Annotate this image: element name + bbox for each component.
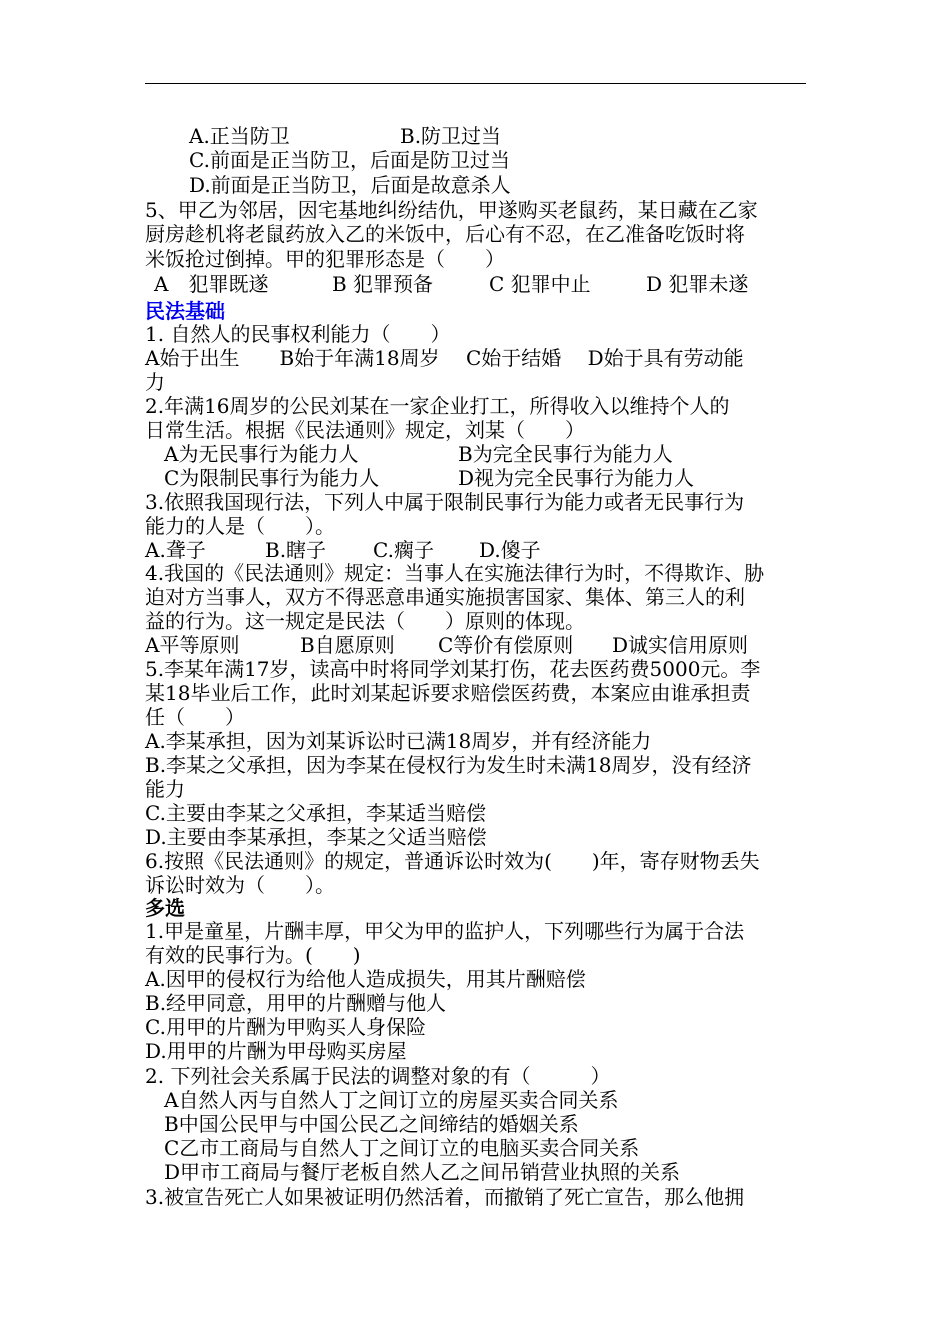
option-a: A.正当防卫 — [189, 124, 290, 148]
option-d: D甲市工商局与餐厅老板自然人乙之间吊销营业执照的关系 — [164, 1160, 681, 1184]
question-text: 5.李某年满17岁，读高中时将同学刘某打伤，花去医药费5000元。李 — [145, 657, 761, 681]
option-a: A为无民事行为能力人 — [164, 442, 359, 466]
question-text: 厨房趁机将老鼠药放入乙的米饭中，后心有不忍，在乙准备吃饭时将 — [145, 222, 745, 246]
option-c: C为限制民事行为能力人 — [164, 466, 380, 490]
option-d: D 犯罪未遂 — [646, 272, 749, 296]
option-d: D.前面是正当防卫，后面是故意杀人 — [189, 173, 511, 197]
question-text: 有效的民事行为。( ) — [145, 943, 361, 967]
option-d: D.用甲的片酬为甲母购买房屋 — [145, 1039, 407, 1063]
question-text: 益的行为。这一规定是民法（ ）原则的体现。 — [145, 609, 585, 633]
question-options: 力 — [145, 370, 165, 394]
option-a: A.因甲的侵权行为给他人造成损失，用其片酬赔偿 — [145, 967, 586, 991]
section-heading: 多选 — [145, 896, 185, 920]
option-b: 能力 — [145, 777, 185, 801]
question-text: 1.甲是童星，片酬丰厚，甲父为甲的监护人，下列哪些行为属于合法 — [145, 919, 745, 943]
option-c: C乙市工商局与自然人丁之间订立的电脑买卖合同关系 — [164, 1136, 640, 1160]
option-b: B.经甲同意，用甲的片酬赠与他人 — [145, 991, 447, 1015]
option-a: A平等原则 — [145, 633, 240, 657]
option-a: A.聋子 — [145, 538, 206, 562]
option-b: B.瞎子 — [265, 538, 327, 562]
option-c: C等价有偿原则 — [438, 633, 574, 657]
option-b: B.防卫过当 — [400, 124, 502, 148]
question-stem: 1. 自然人的民事权利能力（ ） — [145, 322, 451, 346]
option-b: B为完全民事行为能力人 — [458, 442, 673, 466]
question-text: 2.年满16周岁的公民刘某在一家企业打工，所得收入以维持个人的 — [145, 394, 730, 418]
option-a: A自然人丙与自然人丁之间订立的房屋买卖合同关系 — [164, 1088, 619, 1112]
option-b: B.李某之父承担，因为李某在侵权行为发生时未满18周岁，没有经济 — [145, 753, 752, 777]
option-a: A 犯罪既遂 — [154, 272, 269, 296]
question-text: 3.被宣告死亡人如果被证明仍然活着，而撤销了死亡宣告，那么他拥 — [145, 1185, 745, 1209]
option-d: D视为完全民事行为能力人 — [458, 466, 695, 490]
question-text: 4.我国的《民法通则》规定：当事人在实施法律行为时，不得欺诈、胁 — [145, 561, 765, 585]
question-options: A始于出生 B始于年满18周岁 C始于结婚 D始于具有劳动能 — [145, 346, 744, 370]
question-text: 迫对方当事人，双方不得恶意串通实施损害国家、集体、第三人的利 — [145, 585, 745, 609]
question-text: 3.依照我国现行法，下列人中属于限制民事行为能力或者无民事行为 — [145, 490, 745, 514]
option-c: C.主要由李某之父承担，李某适当赔偿 — [145, 801, 486, 825]
option-d: D.主要由李某承担，李某之父适当赔偿 — [145, 825, 487, 849]
question-text: 6.按照《民法通则》的规定，普通诉讼时效为( )年，寄存财物丢失 — [145, 849, 760, 873]
option-d: D诚实信用原则 — [612, 633, 749, 657]
option-d: D.傻子 — [479, 538, 541, 562]
option-b: B中国公民甲与中国公民乙之间缔结的婚姻关系 — [164, 1112, 579, 1136]
option-c: C.前面是正当防卫，后面是防卫过当 — [189, 148, 510, 172]
option-a: A.李某承担，因为刘某诉讼时已满18周岁，并有经济能力 — [145, 729, 652, 753]
section-heading: 民法基础 — [145, 299, 225, 323]
question-text: 某18毕业后工作，此时刘某起诉要求赔偿医药费，本案应由谁承担责 — [145, 681, 751, 705]
option-c: C 犯罪中止 — [489, 272, 591, 296]
question-stem: 2. 下列社会关系属于民法的调整对象的有（ ） — [145, 1064, 611, 1088]
question-text: 能力的人是（ ）。 — [145, 514, 335, 538]
question-text: 米饭抢过倒掉。甲的犯罪形态是（ ） — [145, 247, 505, 271]
question-text: 诉讼时效为（ ）。 — [145, 873, 335, 897]
question-text: 日常生活。根据《民法通则》规定，刘某（ ） — [145, 418, 585, 442]
question-text: 5、甲乙为邻居，因宅基地纠纷结仇，甲遂购买老鼠药，某日藏在乙家 — [145, 198, 758, 222]
option-c: C.用甲的片酬为甲购买人身保险 — [145, 1015, 426, 1039]
question-text: 任（ ） — [145, 705, 245, 729]
option-b: B 犯罪预备 — [332, 272, 434, 296]
option-b: B自愿原则 — [300, 633, 395, 657]
header-rule — [145, 83, 806, 84]
option-c: C.瘸子 — [373, 538, 434, 562]
